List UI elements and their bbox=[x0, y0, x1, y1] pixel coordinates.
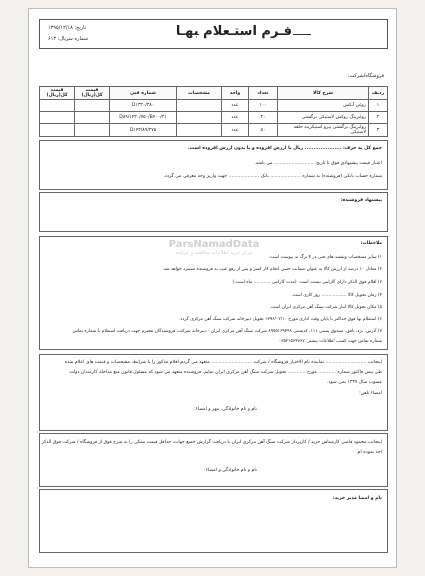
watermark-subtitle: مرکز خرید اطلاعات مناقصه و مزایده bbox=[175, 250, 253, 256]
col-total-price: قیمت کل(ریال) bbox=[40, 87, 75, 100]
table-row bbox=[40, 100, 388, 112]
form-page bbox=[28, 8, 397, 568]
item-total-price bbox=[40, 112, 75, 124]
item-unit-price bbox=[75, 100, 110, 112]
row-no: ۱ bbox=[369, 100, 388, 112]
note-item: شماره تماس جهت کسب اطلاعات بیشتر: ۰۳۵۲۱۵۶۴۷۶۷ bbox=[278, 339, 382, 344]
serial-field: شماره سریال: ۶۱۳ bbox=[48, 36, 89, 42]
seller-proposal-section bbox=[39, 192, 388, 232]
bank-account: شماره حساب بانکی (فروشنده) به شماره ..................... بانک ..................... جهت واریز وجه معرفی می گردد. bbox=[163, 174, 382, 179]
note-item: ۵) مکان تحویل کالا انبار شرکت سنگ آهن مرکزی ایران است. bbox=[269, 305, 382, 310]
seller-commitment-section bbox=[39, 354, 388, 431]
item-spec bbox=[177, 112, 222, 124]
item-tech-no: D۱۳۳۰/۳۸۰ bbox=[110, 100, 177, 112]
item-description: رولبرینگ روکش لاستیکی برگشتی bbox=[278, 112, 369, 124]
col-unit-price: قیمت کل(ریال) bbox=[75, 87, 110, 100]
item-unit: عدد bbox=[222, 124, 249, 137]
item-spec bbox=[177, 124, 222, 137]
date-field: تاریخ: ۱۳۹۵/۱۲/۱۸ bbox=[48, 25, 87, 31]
row-no: ۲ bbox=[369, 112, 388, 124]
col-quantity: تعداد bbox=[249, 87, 278, 100]
buyer-expert-section bbox=[39, 433, 388, 487]
item-unit-price bbox=[75, 124, 110, 137]
seller-signature: نام و نام خانوادگی، مهر و امضاء: bbox=[194, 407, 257, 412]
item-unit: عدد bbox=[222, 112, 249, 124]
items-table bbox=[39, 86, 388, 137]
form-header bbox=[39, 19, 388, 49]
col-row-no: ردیف bbox=[369, 87, 388, 100]
form-title: فـرم استـعلام بهـا bbox=[175, 24, 292, 39]
item-tech-no: D۱۴۳/۸۹/۲۷۵ bbox=[110, 124, 177, 137]
shop-field: فروشگاه/شرکت: bbox=[347, 73, 384, 79]
title-rule-right bbox=[293, 34, 311, 35]
watermark-title: ParsNamadData bbox=[168, 239, 260, 250]
item-description: رولبرینگ برگشتی پیرو استیکرینه حلقه لاستیکی bbox=[278, 124, 369, 137]
seller-proposal-label: پیشنهاد فروشنده: bbox=[340, 198, 382, 203]
seller-phone: امضاء تلفن: bbox=[359, 391, 382, 396]
expert-statement: اخذ نموده ام. bbox=[356, 450, 382, 455]
manager-signature-label: نام و امضا مدیر خرید: bbox=[332, 496, 382, 501]
col-tech-no: شماره فنی bbox=[110, 87, 177, 100]
commitment-line: مصوب سال ۱۳۳۷ نمی شود. bbox=[327, 380, 382, 385]
table-header-row bbox=[40, 87, 388, 100]
commitment-line: طی پیش فاکتور شماره ............ مورخ ............ تحویل شرکت سنگ آهن مرکزی ایران نمایم. فروشنده متعهد می شود که مسئول قانون منع مداخله کارمندان دولت bbox=[69, 370, 382, 375]
total-in-words: جمع کل به حرف: ..................... ریال با ارزش افزوده و یا بدون ارزش افزوده است. bbox=[187, 146, 382, 151]
col-unit: واحد bbox=[222, 87, 249, 100]
note-item: ۲) معادل ۱۰ درصد از ارزش کالا به عنوان ضمانت حسن انجام کار کسر و پس از رفع عیب به فروشنده مسترد خواهد شد. bbox=[162, 267, 382, 272]
title-rule-left bbox=[181, 34, 199, 35]
table-row bbox=[40, 112, 388, 124]
item-unit-price bbox=[75, 112, 110, 124]
commitment-line: اینجانب ............................ نماینده تام الاختیار فروشگاه / شرکت ............................ متعهد می گردم اقلام مذکور را با شرایط، مشخصات و قیمت های اعلام شده bbox=[64, 360, 382, 365]
expert-statement: اینجانب محمود قاضی کارشناس خرید / کارپرداز شرکت سنگ آهن مرکزی ایران با دریافت گزارش جمیع جهات، حداقل قیمت ممکن را به شرح فوق از فروشگاه / شرکت فوق الذکر bbox=[41, 440, 382, 445]
note-item: ۶) استعلام بها فوق حداکثر تا پایان وقت اداری مورخ ۱۳۹۶/۰۲/۱۰ تحویل دبیرخانه شرکت سنگ آهن مرکزی گردد. bbox=[179, 317, 382, 322]
item-description: روغن آبکش bbox=[278, 100, 369, 112]
item-spec bbox=[177, 100, 222, 112]
item-quantity: ۵۰ bbox=[249, 124, 278, 137]
item-tech-no: D۸۹/۱۴۳۰/۷۵۰/B۴۰۰/۲۱ bbox=[110, 112, 177, 124]
item-quantity: ۱۰۰ bbox=[249, 100, 278, 112]
price-validity: اعتبار قیمت پیشنهادی فوق تا تاریخ ............................ می باشد. bbox=[254, 161, 382, 166]
item-unit: عدد bbox=[222, 100, 249, 112]
item-total-price bbox=[40, 124, 75, 137]
expert-signature: نام و نام خانوادگی و امضاء: bbox=[204, 468, 257, 473]
item-quantity: ۲۰ bbox=[249, 112, 278, 124]
notes-section bbox=[39, 236, 388, 350]
col-spec: مشخصات bbox=[177, 87, 222, 100]
manager-section bbox=[39, 489, 388, 553]
total-section bbox=[39, 140, 388, 190]
item-total-price bbox=[40, 100, 75, 112]
notes-title: ملاحظات: bbox=[360, 241, 382, 246]
note-item: ۷) آدرس: یزد، بافق، صندوق پستی ۱۱۱، کدپستی ۸۹۷۵۱۶۹۴۴۸ شرکت سنگ آهن مرکزی ایران - دبیرخانه شرکت، فروشندگان محترم جهت دریافت استعلام با شماره تماس bbox=[72, 329, 382, 334]
table-row bbox=[40, 124, 388, 137]
col-description: شرح کالا bbox=[278, 87, 369, 100]
note-item: ۳) اقلام فوق الذکر دارای گارانتی نیست است. (مدت گارانتی ............ ماه است.) bbox=[232, 280, 382, 285]
note-item: ۴) زمان تحویل کالا .................. روز کاری است. bbox=[291, 293, 382, 298]
note-item: ۱) سایر مشخصات ونقشه های فنی در ۴ برگ به پیوست است. bbox=[268, 255, 382, 260]
row-no: ۳ bbox=[369, 124, 388, 137]
